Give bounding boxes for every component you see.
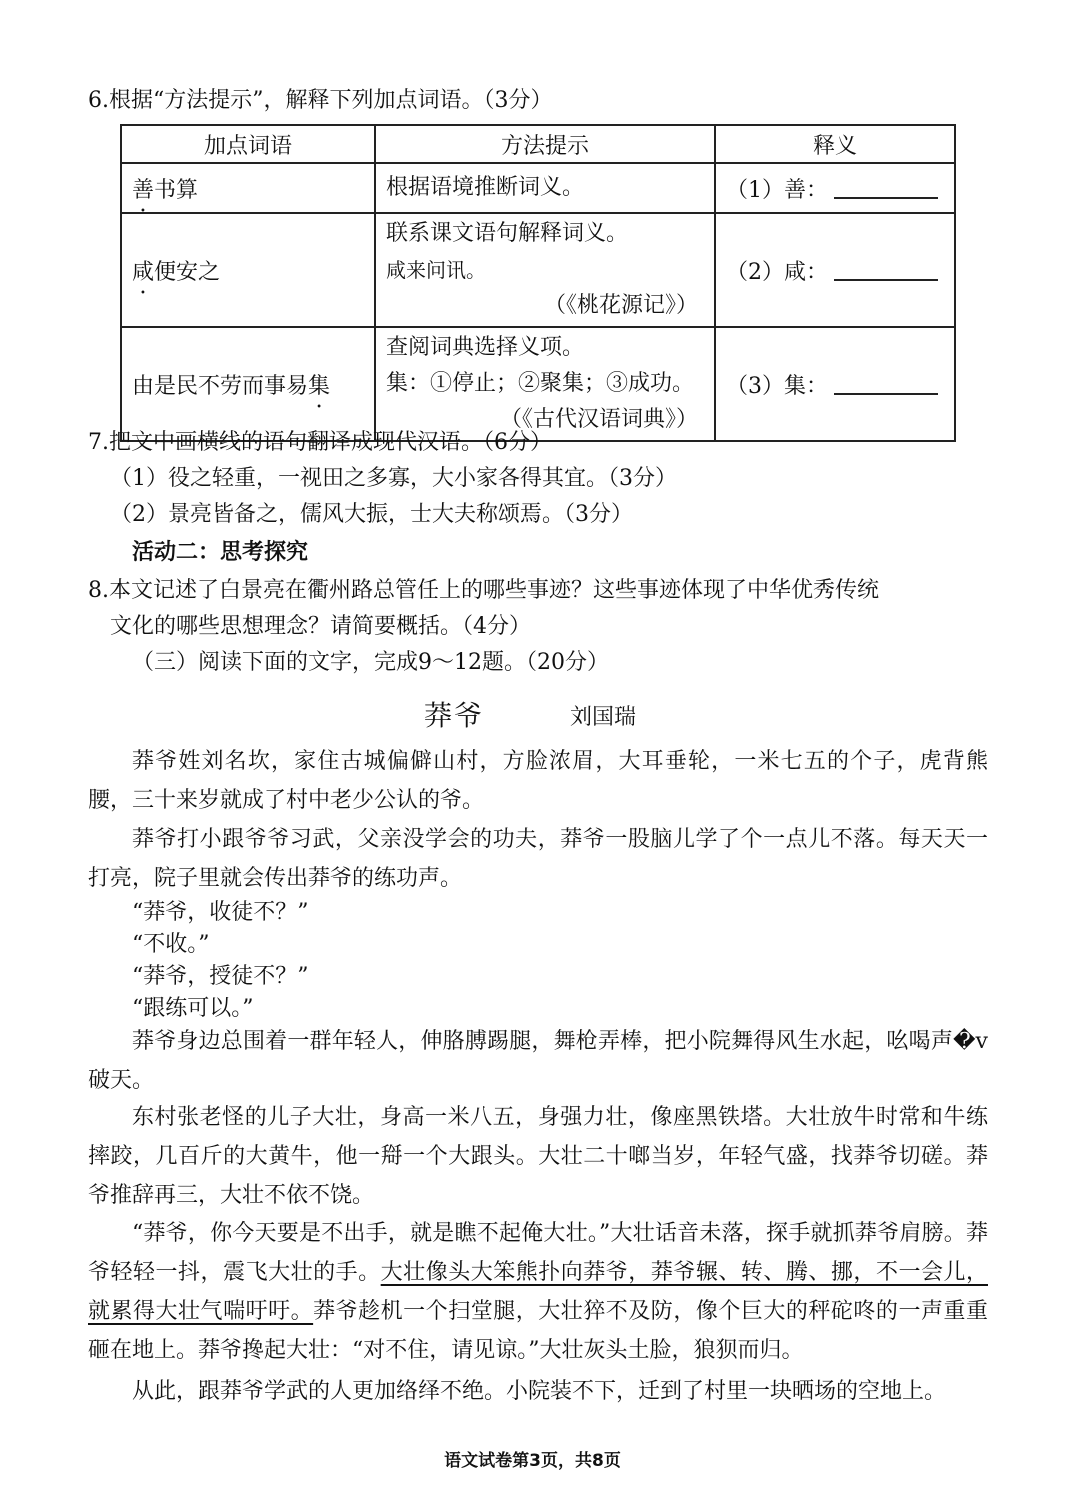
paragraph-5-part-b: 莽爷趁机一个扫堂腿，大壮猝不及防，像个巨大的秤砣咚的一声重重砸在地上。莽爷搀起大壮：“对不住，请见谅。”大壮灰头土脸，狼狈而归。: [88, 1299, 988, 1363]
method-text: 查阅词典选择义项。: [386, 335, 585, 360]
story-title: 莽爷: [424, 699, 485, 732]
dialogue-line-3: “莽爷，授徒不？”: [132, 964, 309, 989]
question-7-item-1: （1）役之轻重，一视田之多寡，大小家各得其宜。（3分）: [110, 466, 677, 491]
method-source: （《桃花源记》）: [543, 293, 698, 318]
method-source: （《古代汉语词典》）: [499, 407, 698, 432]
answer-label: （2）咸：: [726, 259, 828, 285]
header-method: 方法提示: [375, 125, 715, 163]
story-paragraph-6: 从此，跟莽爷学武的人更加络绎不绝。小院装不下，迁到了村里一块晒场的空地上。: [132, 1379, 947, 1404]
method-quote: 咸来问讯。: [386, 258, 486, 282]
word-cell: [121, 163, 375, 213]
answer-blank[interactable]: [834, 371, 938, 395]
word-cell: [121, 327, 375, 441]
dotted-char: 集: [308, 373, 331, 399]
story-author: 刘国瑞: [570, 705, 637, 730]
method-options: 集：①停止；②聚集；③成功。: [386, 371, 695, 396]
answer-cell: [715, 327, 955, 441]
dialogue-line-1: “莽爷，收徒不？”: [132, 900, 309, 925]
paragraph-5-part-a: “莽爷，你今天要是不出手，就是瞧不起俺大壮。”大壮话音未落，探手就抓莽爷肩膀。莽爷轻轻一抖，震飞大壮的手。: [88, 1221, 988, 1285]
word-rest: 书算: [154, 177, 199, 203]
dialogue-line-2: “不收。”: [132, 932, 210, 957]
story-paragraph-2: 莽爷打小跟爷爷习武，父亲没学会的功夫，莽爷一股脑儿学了个一点儿不落。每天天一打亮，院子里就会传出莽爷的练功声。: [88, 827, 988, 891]
story-paragraph-4: 东村张老怪的儿子大壮，身高一米八五，身强力壮，像座黑铁塔。大壮放牛时常和牛练摔跤，几百斤的大黄牛，他一搿一个大跟头。大壮二十啷当岁，年轻气盛，找莽爷切磋。莽爷推辞再三，大壮不依不饶。: [88, 1105, 988, 1208]
dotted-char: 咸: [132, 259, 155, 285]
answer-cell: [715, 163, 955, 213]
question-7-item-2: （2）景亮皆备之，儒风大振，士大夫称颂焉。（3分）: [110, 502, 633, 527]
answer-cell: [715, 213, 955, 327]
underlined-sentence: 大壮像头大笨熊扑向莽爷，莽爷辗、转、腾、挪，不一会儿，就累得大壮气喘吁吁。: [88, 1260, 988, 1324]
story-paragraph-3: 莽爷身边总围着一群年轻人，伸胳膊踢腿，舞枪弄棒，把小院舞得风生水起，吆喝声�v破天。: [88, 1029, 988, 1093]
method-text: 联系课文语句解释词义。: [386, 221, 629, 246]
question-8-line-1: 8.本文记述了白景亮在衢州路总管任上的哪些事迹？这些事迹体现了中华优秀传统: [88, 578, 879, 603]
activity-2-heading: 活动二：思考探究: [132, 540, 309, 565]
method-cell: [375, 163, 715, 213]
method-cell: [375, 327, 715, 441]
question-6-stem: 6.根据“方法提示”，解释下列加点词语。（3分）: [88, 88, 553, 113]
method-text: 根据语境推断词义。: [386, 175, 585, 200]
method-cell: [375, 213, 715, 327]
question-6-table: [120, 124, 956, 442]
story-paragraph-1: 莽爷姓刘名坎，家住古城偏僻山村，方脸浓眉，大耳垂轮，一米七五的个子，虎背熊腰，三十来岁就成了村中老少公认的爷。: [88, 749, 988, 813]
question-7-stem: 7.把文中画横线的语句翻译成现代汉语。（6分）: [88, 430, 552, 455]
answer-blank[interactable]: [834, 257, 938, 281]
word-rest: 便安之: [154, 259, 221, 285]
table-row: [121, 163, 955, 213]
dotted-char: 善: [132, 177, 155, 203]
answer-blank[interactable]: [834, 175, 938, 199]
story-paragraph-5: [88, 1214, 988, 1370]
word-pre: 由是民不劳而事易: [132, 373, 309, 399]
header-word: 加点词语: [121, 125, 375, 163]
section-3-instruction: （三）阅读下面的文字，完成9～12题。（20分）: [132, 650, 609, 675]
answer-label: （3）集：: [726, 373, 828, 399]
header-meaning: 释义: [715, 125, 955, 163]
dialogue-line-4: “跟练可以。”: [132, 996, 254, 1021]
question-8-line-2: 文化的哪些思想理念？请简要概括。（4分）: [110, 614, 531, 639]
table-row: [121, 213, 955, 327]
table-row: [121, 327, 955, 441]
table-header-row: [121, 125, 955, 163]
answer-label: （1）善：: [726, 177, 828, 203]
page-footer: 语文试卷第3页，共8页: [444, 1451, 621, 1471]
word-cell: [121, 213, 375, 327]
